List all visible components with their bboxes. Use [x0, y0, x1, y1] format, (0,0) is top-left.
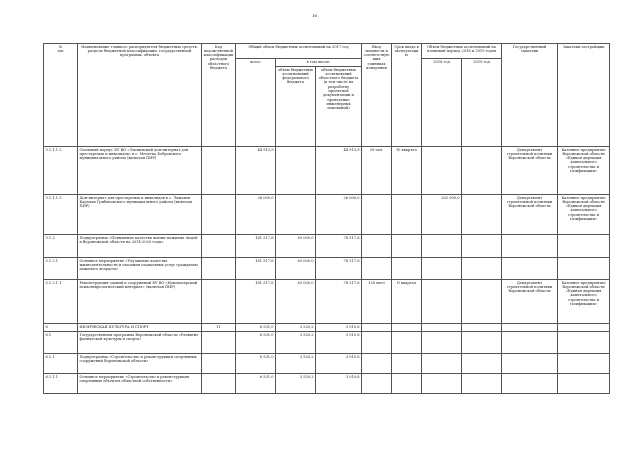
table-row: [44, 147, 610, 195]
cell-code: [202, 280, 236, 324]
budget-table: [43, 43, 610, 394]
cell-name: Основное мероприятие «Улучшение качества жизнедеятельности и оказания социальных услуг гражданам пожилого возраста»: [78, 258, 202, 280]
cell-power: [362, 258, 392, 280]
cell-developer: [558, 235, 610, 258]
cell-y2019: [462, 195, 502, 235]
cell-y2018: [422, 324, 462, 332]
table-row: [44, 354, 610, 374]
header-total: всего: [236, 59, 276, 147]
header-regional: объем бюджетных ассигнований областного бюджета (в том числе на разработку проектной документации и проведение инженерных изысканий): [316, 67, 362, 147]
cell-regional: 78 517,6: [316, 280, 362, 324]
cell-y2018: [422, 332, 462, 354]
cell-regional: 3 010,8: [316, 332, 362, 354]
cell-power: [362, 324, 392, 332]
table-row: [44, 280, 610, 324]
cell-y2018: [422, 147, 462, 195]
cell-federal: 83 000,0: [276, 235, 316, 258]
cell-name: Основное мероприятие «Строительство и реконструкция спортивных объектов областной собственности»: [78, 374, 202, 394]
cell-regional: 78 517,6: [316, 235, 362, 258]
cell-power: [362, 235, 392, 258]
cell-power: [362, 195, 392, 235]
cell-customer: [502, 258, 558, 280]
cell-y2019: [462, 235, 502, 258]
cell-code: [202, 332, 236, 354]
cell-y2018: [422, 235, 462, 258]
cell-num: 6.1.1.1: [44, 374, 78, 394]
cell-power: 20 чел.: [362, 147, 392, 195]
cell-name: Спальный корпус БУ ВО «Лискинский дом-интернат для престарелых и инвалидов» в с. Мечетка Бобровского муниципального района (включая ПИР): [78, 147, 202, 195]
cell-code: [202, 195, 236, 235]
cell-customer: [502, 374, 558, 394]
table-row: [44, 374, 610, 394]
cell-total: 6 531,0: [236, 332, 276, 354]
cell-y2019: [462, 258, 502, 280]
header-federal: объем бюджетных ассигнований федерального бюджета: [276, 67, 316, 147]
cell-customer: Департамент строительной политики Воронежской области: [502, 280, 558, 324]
header-term: Срок ввода в эксплуатацию: [392, 44, 422, 147]
cell-code: [202, 354, 236, 374]
cell-total: 161 517,6: [236, 235, 276, 258]
cell-power: [362, 332, 392, 354]
cell-num: 6.1.1: [44, 354, 78, 374]
cell-developer: Казенное предприятие Воронежской области «Единая дирекция капитального строительства и газификации»: [558, 280, 610, 324]
table-header: [44, 44, 610, 147]
cell-term: [392, 332, 422, 354]
header-planned: Объем бюджетных ассигнований на плановый период 2018 и 2019 годов: [422, 44, 502, 59]
cell-total: 161 517,6: [236, 280, 276, 324]
cell-regional: 3 010,8: [316, 374, 362, 394]
cell-regional: 26 000,0: [316, 195, 362, 235]
cell-y2018: [422, 258, 462, 280]
header-2018: 2018 год: [422, 59, 462, 147]
cell-developer: Казенное предприятие Воронежской области «Единая дирекция капитального строительства и газификации»: [558, 195, 610, 235]
cell-y2018: [422, 374, 462, 394]
cell-term: [392, 235, 422, 258]
header-developer: Заказчик-застройщик: [558, 44, 610, 147]
cell-federal: 83 000,0: [276, 280, 316, 324]
cell-term: [392, 374, 422, 394]
cell-y2019: [462, 280, 502, 324]
cell-developer: [558, 354, 610, 374]
cell-customer: [502, 235, 558, 258]
cell-total: 6 531,0: [236, 324, 276, 332]
cell-term: [392, 195, 422, 235]
cell-regional: 3 010,8: [316, 324, 362, 332]
cell-term: [392, 354, 422, 374]
cell-federal: 3 520,2: [276, 332, 316, 354]
cell-federal: 3 520,2: [276, 374, 316, 394]
page-number: 16: [312, 13, 318, 18]
cell-power: 128 мест: [362, 280, 392, 324]
cell-y2019: [462, 324, 502, 332]
cell-developer: [558, 374, 610, 394]
header-power: Ввод мощности в соответствующих единицах измерения: [362, 44, 392, 147]
cell-federal: 83 000,0: [276, 258, 316, 280]
table-row: [44, 324, 610, 332]
cell-name: Реконструкция зданий и сооружений БУ ВО «Новохоперский психоневрологический интернат» (включая ПИР): [78, 280, 202, 324]
cell-regional: 44 913,9: [316, 147, 362, 195]
cell-term: [392, 258, 422, 280]
cell-code: [202, 374, 236, 394]
header-2019: 2019 год: [462, 59, 502, 147]
cell-name: Государственная программа Воронежской области «Развитие физической культуры и спорта»: [78, 332, 202, 354]
cell-customer: [502, 324, 558, 332]
cell-name: Подпрограмма «Строительство и реконструкция спортивных сооружений Воронежской области»: [78, 354, 202, 374]
cell-federal: 3 520,2: [276, 324, 316, 332]
cell-name: ФИЗИЧЕСКАЯ КУЛЬТУРА И СПОРТ: [78, 324, 202, 332]
header-customer: Государственный заказчик: [502, 44, 558, 147]
cell-power: [362, 354, 392, 374]
cell-power: [362, 374, 392, 394]
cell-federal: [276, 195, 316, 235]
cell-num: 5.1.2.1: [44, 258, 78, 280]
cell-code: 11: [202, 324, 236, 332]
cell-term: [392, 324, 422, 332]
cell-regional: 78 517,6: [316, 258, 362, 280]
header-code: Код ведомственной классификации расходов областного бюджета: [202, 44, 236, 147]
cell-y2018: [422, 280, 462, 324]
cell-customer: Департамент строительной политики Воронежской области: [502, 195, 558, 235]
header-num: № п/п: [44, 44, 78, 147]
cell-num: 5.1.2: [44, 235, 78, 258]
table-body: [44, 147, 610, 394]
cell-federal: 3 520,2: [276, 354, 316, 374]
cell-name: Подпрограмма «Повышение качества жизни пожилых людей в Воронежской области на 2014-2020 годы»: [78, 235, 202, 258]
cell-y2019: [462, 147, 502, 195]
cell-developer: [558, 324, 610, 332]
cell-customer: [502, 332, 558, 354]
table-row: [44, 258, 610, 280]
cell-term: II квартал: [392, 280, 422, 324]
header-name: Наименование главного распорядителя бюджетных средств, раздела бюджетной классификации, государственной программы, объекта: [78, 44, 202, 147]
cell-total: 26 000,0: [236, 195, 276, 235]
cell-y2018: [422, 354, 462, 374]
header-incl: в том числе:: [276, 59, 362, 67]
cell-num: 6.1: [44, 332, 78, 354]
cell-total: 6 531,0: [236, 374, 276, 394]
cell-y2019: [462, 354, 502, 374]
cell-term: IV квартал: [392, 147, 422, 195]
cell-regional: 3 010,8: [316, 354, 362, 374]
table-row: [44, 195, 610, 235]
cell-developer: [558, 258, 610, 280]
cell-developer: [558, 332, 610, 354]
cell-total: 6 531,0: [236, 354, 276, 374]
table-row: [44, 332, 610, 354]
cell-code: [202, 235, 236, 258]
cell-total: 44 913,9: [236, 147, 276, 195]
cell-developer: Казенное предприятие Воронежской области «Единая дирекция капитального строительства и газификации»: [558, 147, 610, 195]
cell-num: 5.1.1.1.3: [44, 195, 78, 235]
cell-y2019: [462, 332, 502, 354]
cell-federal: [276, 147, 316, 195]
cell-y2019: [462, 374, 502, 394]
cell-customer: [502, 354, 558, 374]
header-total-volume: Общий объем бюджетных ассигнований на 2017 год: [236, 44, 362, 59]
cell-total: 161 517,6: [236, 258, 276, 280]
cell-code: [202, 147, 236, 195]
cell-num: 5.1.2.1.1: [44, 280, 78, 324]
cell-num: 5.1.1.1.2: [44, 147, 78, 195]
cell-y2018: 202 000,0: [422, 195, 462, 235]
cell-name: Дом-интернат для престарелых и инвалидов в с. Лиманов Карачан Грибановского муниципального района (включая ПИР): [78, 195, 202, 235]
cell-code: [202, 258, 236, 280]
table-row: [44, 235, 610, 258]
cell-num: 6: [44, 324, 78, 332]
cell-customer: Департамент строительной политики Воронежской области: [502, 147, 558, 195]
